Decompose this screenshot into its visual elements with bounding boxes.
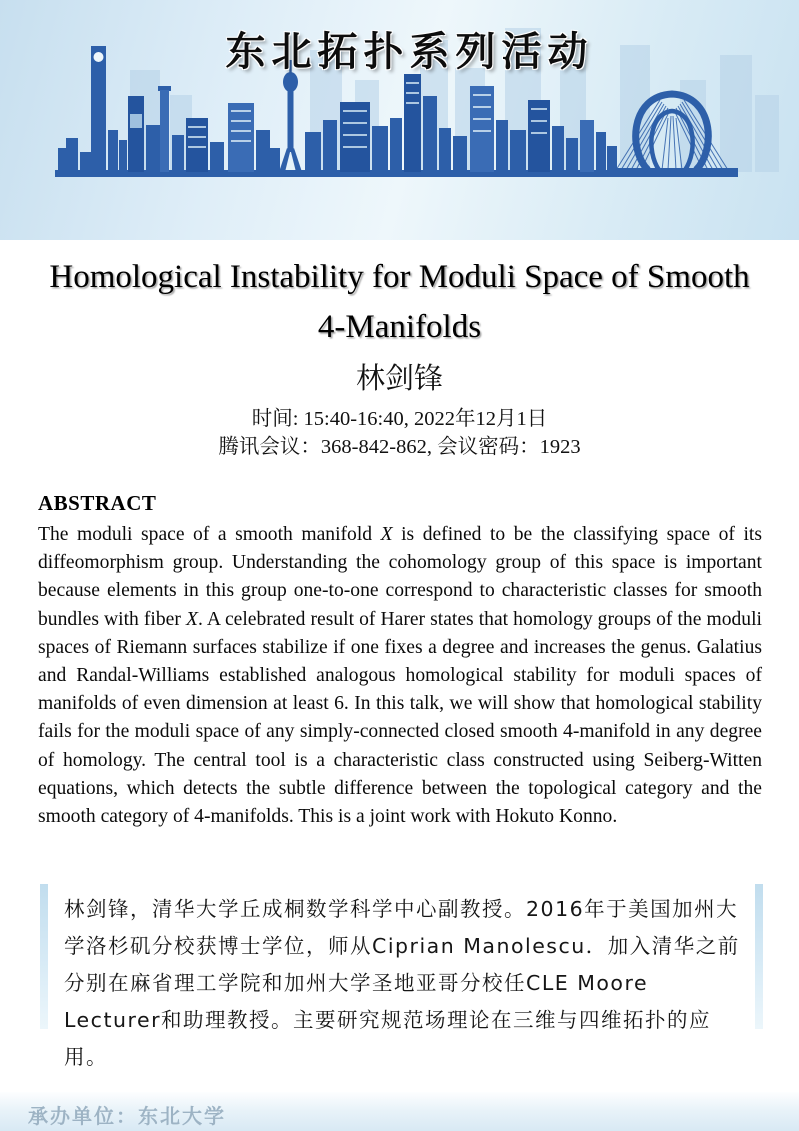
bio-box	[40, 884, 763, 1069]
talk-title	[0, 252, 799, 352]
talk-title-line2: 4-Manifolds	[317, 309, 482, 345]
speaker-bio: 林剑锋，清华大学丘成桐数学科学中心副教授。2016年于美国加州大学洛杉矶分校获博士学位，师从Ciprian Manolescu．加入清华之前分别在麻省理工学院和加州大学圣地亚哥分校任CLE Moore Lecturer和助理教授。主要研究规范场理论在三维与四维拓扑的应用。	[64, 897, 740, 1069]
session-time: 时间: 15:40-16:40, 2022年12月1日	[251, 408, 548, 430]
meeting-info: 腾讯会议：368-842-862, 会议密码：1923	[218, 435, 581, 458]
organizer-line: 承办单位：东北大学	[28, 1104, 226, 1128]
header-banner	[0, 0, 799, 240]
speaker-name: 林剑锋	[355, 363, 443, 395]
bio-left-accent-bar	[40, 884, 48, 1029]
abstract-heading: ABSTRACT	[38, 491, 157, 515]
bio-right-accent-bar	[755, 884, 763, 1029]
talk-title-line1: Homological Instability for Moduli Space of Smooth	[49, 259, 750, 295]
session-info	[0, 406, 799, 461]
abstract-text: The moduli space of a smooth manifold X is defined to be the classifying space of its diffeomorphism group. Understanding the cohomology group of this space is important because elements in this group one-to-one correspond to characteristic classes for smooth bundles with fiber X. A celebrated result of Harer states that homology groups of the moduli spaces of Riemann surfaces stabilize if one fixes a degree and increases the genus. Galatius and Randal-Williams established analogous homological stability for moduli spaces of manifolds of even dimension at least 6. In this talk, we will show that homological stability fails for the moduli space of any simply-connected closed smooth 4-manifold in any degree of homology. The central tool is a characteristic class constructed using Seiberg-Witten equations, which detects the subtle difference between the topological category and the smooth category of 4-manifolds. This is a joint work with Hokuto Konno.	[38, 524, 762, 828]
series-title: 东北拓扑系列活动	[225, 29, 594, 75]
footer-bar	[0, 1092, 799, 1131]
